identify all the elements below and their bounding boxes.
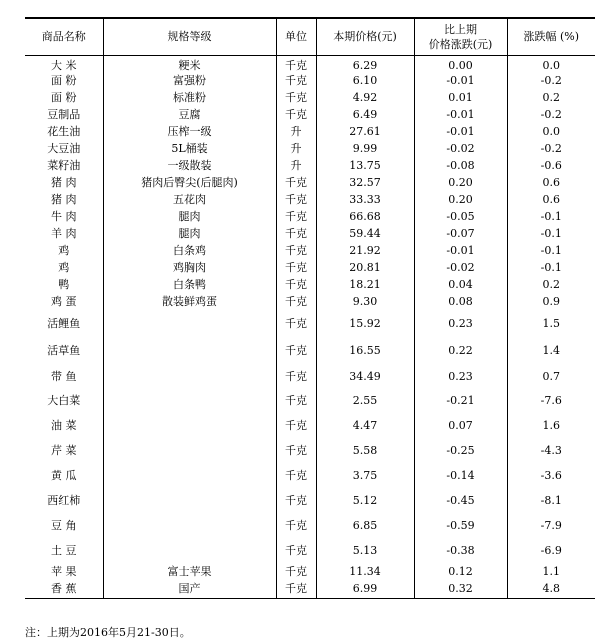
cell-current-price: 9.99 [316,140,414,157]
cell-spec-grade [103,438,276,463]
cell-change-percent: -0.6 [507,157,595,174]
cell-current-price: 6.10 [316,72,414,89]
cell-unit: 千克 [276,538,316,563]
cell-current-price: 21.92 [316,242,414,259]
table-row [25,364,595,388]
cell-spec-grade: 鸡胸肉 [103,259,276,276]
cell-product-name: 油 菜 [51,419,77,432]
cell-change-percent: 0.7 [507,364,595,388]
header-product-name: 商品名称 [25,18,103,55]
cell-unit: 千克 [276,89,316,106]
table-body [25,55,595,598]
cell-unit: 千克 [276,388,316,413]
cell-spec-grade [103,463,276,488]
table-row [25,191,595,208]
cell-spec-grade: 5L桶装 [103,140,276,157]
table-row [25,123,595,140]
cell-product-name: 黄 瓜 [51,469,77,482]
cell-change-percent: 1.1 [507,563,595,580]
table-row [25,174,595,191]
table-row [25,140,595,157]
cell-current-price: 18.21 [316,276,414,293]
header-current-price: 本期价格(元) [316,18,414,55]
cell-change-percent: -8.1 [507,488,595,513]
cell-current-price: 6.85 [316,513,414,538]
cell-unit: 千克 [276,364,316,388]
cell-current-price: 4.92 [316,89,414,106]
table-row [25,438,595,463]
cell-change-percent: 1.6 [507,413,595,438]
cell-current-price: 27.61 [316,123,414,140]
cell-product-name: 猪 肉 [51,176,77,189]
cell-product-name: 羊 肉 [51,227,77,240]
cell-unit: 千克 [276,310,316,337]
table-row [25,538,595,563]
cell-product-name: 活草鱼 [47,344,81,357]
cell-product-name: 大白菜 [47,394,81,407]
table-row [25,72,595,89]
cell-product-name: 鸡 [58,244,70,257]
cell-current-price: 16.55 [316,337,414,364]
cell-spec-grade: 豆腐 [103,106,276,123]
cell-price-change: -0.01 [414,123,507,140]
table-row [25,563,595,580]
cell-unit: 千克 [276,463,316,488]
cell-current-price: 66.68 [316,208,414,225]
cell-unit: 千克 [276,488,316,513]
cell-current-price: 20.81 [316,259,414,276]
cell-current-price: 5.12 [316,488,414,513]
cell-spec-grade [103,488,276,513]
cell-product-name: 带 鱼 [51,369,77,383]
cell-unit: 千克 [276,337,316,364]
cell-change-percent: -6.9 [507,538,595,563]
cell-change-percent: -7.9 [507,513,595,538]
cell-unit: 千克 [276,438,316,463]
cell-unit: 千克 [276,72,316,89]
cell-current-price: 5.58 [316,438,414,463]
header-change-percent: 涨跌幅 (%) [507,18,595,55]
cell-price-change: -0.14 [414,463,507,488]
table-row [25,276,595,293]
header-price-change: 比上期 价格涨跌(元) [414,18,507,55]
cell-spec-grade: 富士苹果 [103,563,276,580]
cell-current-price: 34.49 [316,364,414,388]
cell-current-price: 2.55 [316,388,414,413]
cell-unit: 千克 [276,106,316,123]
cell-product-name: 西红柿 [47,494,81,507]
header-row [25,18,595,55]
cell-unit: 升 [276,123,316,140]
cell-spec-grade [103,364,276,388]
cell-spec-grade [103,538,276,563]
cell-unit: 千克 [276,276,316,293]
cell-spec-grade: 散装鲜鸡蛋 [103,293,276,310]
cell-price-change: 0.32 [414,580,507,598]
table-row [25,413,595,438]
cell-change-percent: 0.6 [507,191,595,208]
cell-spec-grade: 猪肉后臀尖(后腿肉) [103,174,276,191]
cell-change-percent: 1.5 [507,310,595,337]
cell-product-name: 大豆油 [47,142,81,155]
cell-change-percent: 0.2 [507,89,595,106]
cell-price-change: 0.00 [414,55,507,72]
cell-product-name: 苹 果 [51,565,77,578]
cell-price-change: -0.05 [414,208,507,225]
table-row [25,580,595,598]
table-row [25,488,595,513]
cell-change-percent: 0.0 [507,123,595,140]
cell-change-percent: -0.2 [507,106,595,123]
cell-price-change: -0.45 [414,488,507,513]
cell-product-name: 香 蕉 [25,580,103,598]
cell-price-change: -0.25 [414,438,507,463]
cell-spec-grade: 腿肉 [103,225,276,242]
cell-product-name: 鸡 蛋 [51,295,77,308]
cell-price-change: -0.07 [414,225,507,242]
cell-price-change: -0.08 [414,157,507,174]
cell-change-percent: 1.4 [507,337,595,364]
cell-spec-grade: 富强粉 [103,72,276,89]
cell-price-change: -0.38 [414,538,507,563]
cell-price-change: -0.59 [414,513,507,538]
cell-product-name: 鸭 [58,278,70,291]
cell-price-change: 0.12 [414,563,507,580]
cell-change-percent: -0.2 [507,140,595,157]
cell-product-name: 菜籽油 [47,159,81,172]
cell-spec-grade: 压榨一级 [103,123,276,140]
cell-price-change: -0.01 [414,72,507,89]
cell-price-change: 0.07 [414,413,507,438]
cell-spec-grade [103,337,276,364]
cell-current-price: 59.44 [316,225,414,242]
cell-current-price: 15.92 [316,310,414,337]
cell-unit: 千克 [276,563,316,580]
cell-change-percent: 0.2 [507,276,595,293]
table-row [25,310,595,337]
cell-unit: 千克 [276,55,316,72]
cell-unit: 升 [276,157,316,174]
cell-product-name: 活鲤鱼 [47,317,81,330]
cell-change-percent: -3.6 [507,463,595,488]
cell-current-price: 32.57 [316,174,414,191]
cell-spec-grade: 白条鸡 [103,242,276,259]
cell-current-price: 4.47 [316,413,414,438]
cell-unit: 千克 [276,513,316,538]
cell-price-change: 0.08 [414,293,507,310]
cell-spec-grade: 白条鸭 [103,276,276,293]
cell-current-price: 5.13 [316,538,414,563]
cell-product-name: 猪 肉 [51,193,77,206]
cell-spec-grade: 标准粉 [103,89,276,106]
cell-current-price: 11.34 [316,563,414,580]
cell-price-change: 0.04 [414,276,507,293]
cell-change-percent: -0.1 [507,259,595,276]
cell-unit: 千克 [276,259,316,276]
cell-change-percent: -0.2 [507,72,595,89]
cell-price-change: 0.20 [414,191,507,208]
cell-change-percent: -0.1 [507,225,595,242]
cell-unit: 千克 [276,191,316,208]
cell-unit: 千克 [276,413,316,438]
table-row [25,259,595,276]
cell-product-name: 芹 菜 [51,444,77,457]
header-unit: 单位 [276,18,316,55]
cell-spec-grade: 一级散装 [103,157,276,174]
cell-current-price: 13.75 [316,157,414,174]
table-row [25,208,595,225]
table-row [25,157,595,174]
cell-product-name: 花生油 [47,125,81,138]
cell-change-percent: -4.3 [507,438,595,463]
cell-current-price: 9.30 [316,293,414,310]
cell-unit: 千克 [276,174,316,191]
cell-price-change: -0.02 [414,259,507,276]
cell-unit: 千克 [276,580,316,598]
cell-price-change: -0.01 [414,242,507,259]
cell-unit: 千克 [276,242,316,259]
cell-product-name: 豆 角 [51,519,77,532]
table-row [25,225,595,242]
cell-unit: 千克 [276,208,316,225]
cell-price-change: 0.22 [414,337,507,364]
cell-price-change: 0.20 [414,174,507,191]
cell-spec-grade [103,388,276,413]
cell-spec-grade [103,513,276,538]
cell-price-change: -0.02 [414,140,507,157]
price-table [25,17,595,599]
header-spec-grade: 规格等级 [103,18,276,55]
table-row [25,463,595,488]
cell-spec-grade [103,413,276,438]
cell-spec-grade: 腿肉 [103,208,276,225]
cell-product-name: 土 豆 [51,544,77,557]
table-row [25,242,595,259]
cell-price-change: 0.23 [414,364,507,388]
cell-change-percent: -0.1 [507,242,595,259]
table-row [25,293,595,310]
cell-unit: 升 [276,140,316,157]
cell-product-name: 豆制品 [47,108,81,121]
footnote: 注：上期为2016年5月21-30日。 [25,626,191,639]
cell-spec-grade [103,310,276,337]
table-row [25,106,595,123]
cell-change-percent: 0.6 [507,174,595,191]
cell-current-price: 6.29 [316,55,414,72]
cell-unit: 千克 [276,293,316,310]
cell-current-price: 33.33 [316,191,414,208]
cell-price-change: 0.23 [414,310,507,337]
cell-spec-grade: 粳米 [103,55,276,72]
table-row [25,388,595,413]
cell-current-price: 6.49 [316,106,414,123]
cell-product-name: 鸡 [58,261,70,274]
cell-change-percent: 0.9 [507,293,595,310]
table-row [25,55,595,72]
cell-current-price: 3.75 [316,463,414,488]
cell-current-price: 6.99 [316,580,414,598]
table-row [25,89,595,106]
table-row [25,513,595,538]
cell-change-percent: -0.1 [507,208,595,225]
cell-spec-grade: 五花肉 [103,191,276,208]
table-row [25,337,595,364]
cell-product-name: 面 粉 [51,91,77,104]
cell-price-change: -0.21 [414,388,507,413]
cell-price-change: 0.01 [414,89,507,106]
cell-product-name: 面 粉 [51,74,77,87]
cell-spec-grade: 国产 [103,580,276,598]
cell-change-percent: -7.6 [507,388,595,413]
cell-product-name: 牛 肉 [51,210,77,223]
cell-unit: 千克 [276,225,316,242]
cell-price-change: -0.01 [414,106,507,123]
cell-product-name: 大 米 [51,58,77,72]
cell-change-percent: 4.8 [507,580,595,598]
cell-change-percent: 0.0 [507,55,595,72]
